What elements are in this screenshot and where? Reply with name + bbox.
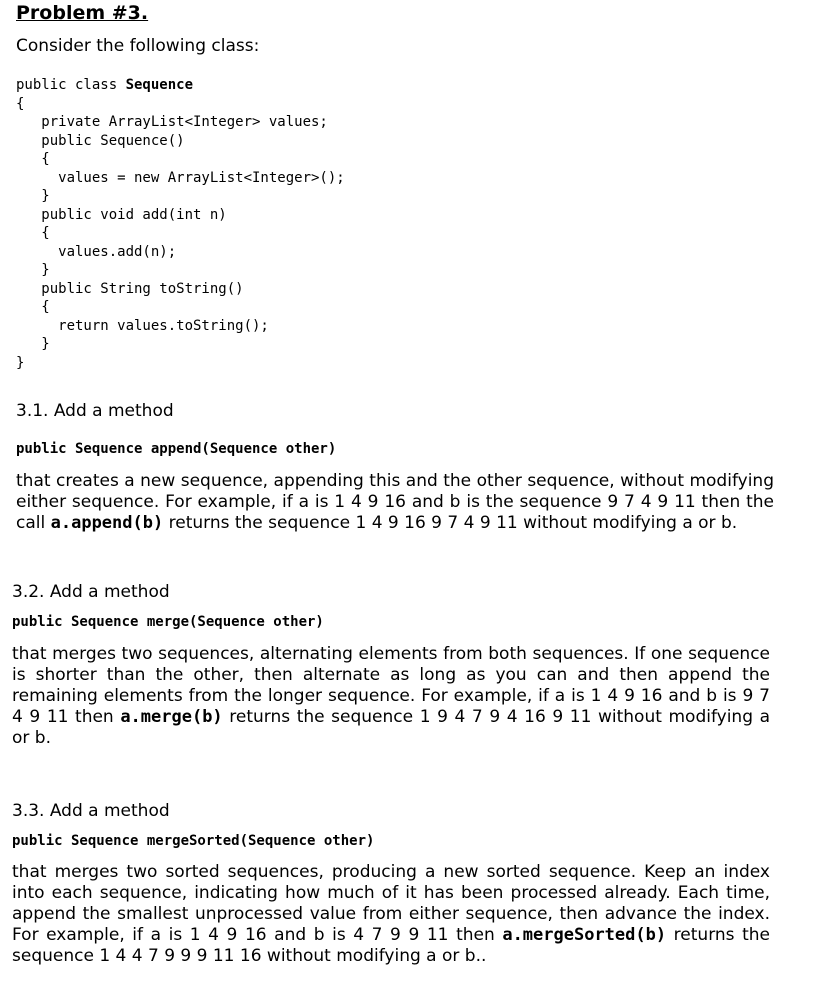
code-line: public Sequence() xyxy=(16,132,185,149)
code-line: { xyxy=(16,95,25,112)
inline-code-merge: a.merge(b) xyxy=(120,707,223,727)
code-line: } xyxy=(16,262,50,278)
code-line: public String toString() xyxy=(16,280,244,297)
description-text: returns the sequence 1 4 4 7 9 9 9 11 16 without modifying a or b.. xyxy=(12,925,770,966)
section-heading-3-2: 3.2. Add a method xyxy=(12,582,170,602)
code-text: public class xyxy=(16,77,126,93)
intro-text: Consider the following class: xyxy=(16,36,260,56)
section-description-3-2 xyxy=(12,644,770,749)
description-text: returns the sequence 1 4 9 16 9 7 4 9 11 without modifying a or b. xyxy=(163,513,738,533)
description-text: returns the sequence 1 9 4 7 9 4 16 9 11 without modifying a or b. xyxy=(12,707,770,748)
code-line xyxy=(16,76,345,95)
code-line: } xyxy=(16,336,50,352)
code-line: return values.toString(); xyxy=(16,317,269,334)
problem-title: Problem #3. xyxy=(16,2,149,24)
inline-code-merge-sorted: a.mergeSorted(b) xyxy=(502,925,667,945)
code-line: { xyxy=(16,225,50,241)
method-signature-merge-sorted: public Sequence mergeSorted(Sequence other) xyxy=(12,833,375,849)
code-line: private ArrayList<Integer> values; xyxy=(16,114,328,130)
description-text: that creates a new sequence, appending this and the other sequence, without modifying either sequence. For example, if a is 1 4 9 16 and b is the sequence 9 7 4 9 11 then the call xyxy=(16,471,774,533)
code-class-name: Sequence xyxy=(125,77,194,93)
section-description-3-3 xyxy=(12,862,770,967)
method-signature-append: public Sequence append(Sequence other) xyxy=(16,441,337,457)
section-heading-3-1: 3.1. Add a method xyxy=(16,401,174,421)
description-text: that merges two sorted sequences, producing a new sorted sequence. Keep an index into each sequence, indicating how much of it has been processed already. Each time, append the smallest unprocessed value from either sequence, then advance the index. For example, if a is 1 4 9 16 and b is 4 7 9 9 11 then xyxy=(12,862,770,945)
code-line: { xyxy=(16,151,50,167)
description-text: that merges two sequences, alternating elements from both sequences. If one sequence is shorter than the other, then alternate as long as you can and then append the remaining elements from the longer sequence. For example, if a is 1 4 9 16 and b is 9 7 4 9 11 then xyxy=(12,644,770,727)
code-line: values.add(n); xyxy=(16,243,177,260)
section-heading-3-3: 3.3. Add a method xyxy=(12,801,170,821)
section-description-3-1 xyxy=(16,471,774,534)
code-line: public void add(int n) xyxy=(16,206,227,223)
inline-code-append: a.append(b) xyxy=(50,513,164,533)
class-code-block xyxy=(16,76,345,372)
code-line: } xyxy=(16,188,50,204)
code-line: } xyxy=(16,354,25,371)
code-line: { xyxy=(16,299,50,315)
method-signature-merge: public Sequence merge(Sequence other) xyxy=(12,614,324,630)
code-line: values = new ArrayList<Integer>(); xyxy=(16,169,345,186)
